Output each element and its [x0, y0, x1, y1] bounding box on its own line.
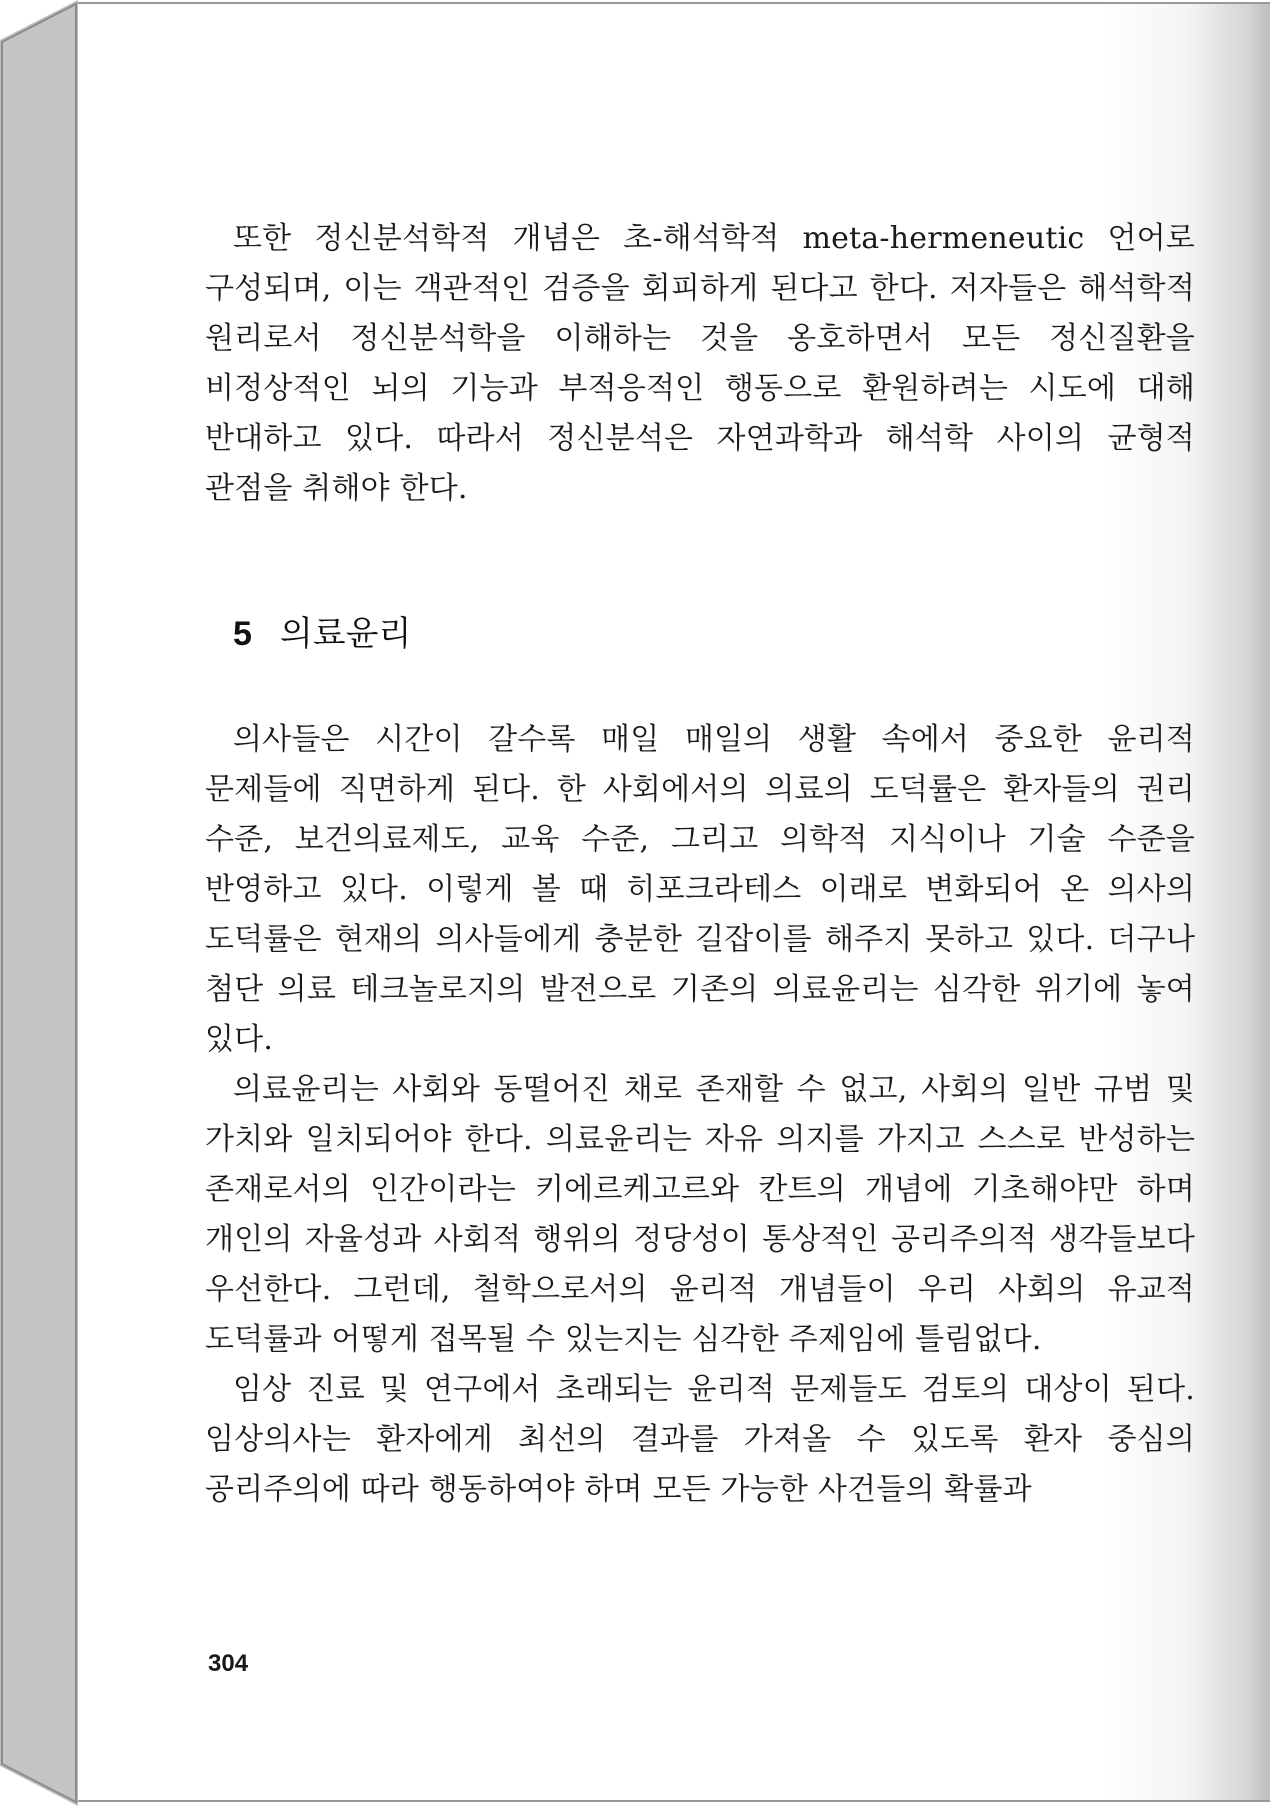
- book-page: [78, 2, 1270, 1802]
- paragraph: 의사들은 시간이 갈수록 매일 매일의 생활 속에서 중요한 윤리적 문제들에 직면하게 된다. 한 사회에서의 의료의 도덕률은 환자들의 권리 수준, 보건의료제도, 교육 수준, 그리고 의학적 지식이나 기술 수준을 반영하고 있다. 이렇게 볼 때 히포크라테스 이래로 변화되어 온 의사의 도덕률은 현재의 의사들에게 충분한 길잡이를 해주지 못하고 있다. 더구나 첨단 의료 테크놀로지의 발전으로 기존의 의료윤리는 심각한 위기에 놓여 있다.: [205, 722, 1195, 1057]
- book-spine: [0, 0, 80, 1806]
- paragraph: 의료윤리는 사회와 동떨어진 채로 존재할 수 없고, 사회의 일반 규범 및 가치와 일치되어야 한다. 의료윤리는 자유 의지를 가지고 스스로 반성하는 존재로서의 인간이라는 키에르케고르와 칸트의 개념에 기초해야만 하며 개인의 자율성과 사회적 행위의 정당성이 통상적인 공리주의적 생각들보다 우선한다. 그런데, 철학으로서의 윤리적 개념들이 우리 사회의 유교적 도덕률과 어떻게 접목될 수 있는지는 심각한 주제임에 틀림없다.: [205, 1072, 1195, 1357]
- section-number: 5: [233, 615, 252, 653]
- paragraph: 임상 진료 및 연구에서 초래되는 윤리적 문제들도 검토의 대상이 된다. 임상의사는 환자에게 최선의 결과를 가져올 수 있도록 환자 중심의 공리주의에 따라 행동하여야 하며 모든 가능한 사건들의 확률과: [205, 1372, 1195, 1507]
- page-content: [205, 214, 1195, 1515]
- paragraph: 또한 정신분석학적 개념은 초-해석학적 meta-hermeneutic 언어로 구성되며, 이는 객관적인 검증을 회피하게 된다고 한다. 저자들은 해석학적 원리로서 정신분석학을 이해하는 것을 옹호하면서 모든 정신질환을 비정상적인 뇌의 기능과 부적응적인 행동으로 환원하려는 시도에 대해 반대하고 있다. 따라서 정신분석은 자연과학과 해석학 사이의 균형적 관점을 취해야 한다.: [205, 221, 1195, 506]
- section-heading: [205, 606, 1195, 655]
- section-title: 의료윤리: [279, 614, 412, 654]
- page-number: 304: [208, 1650, 249, 1677]
